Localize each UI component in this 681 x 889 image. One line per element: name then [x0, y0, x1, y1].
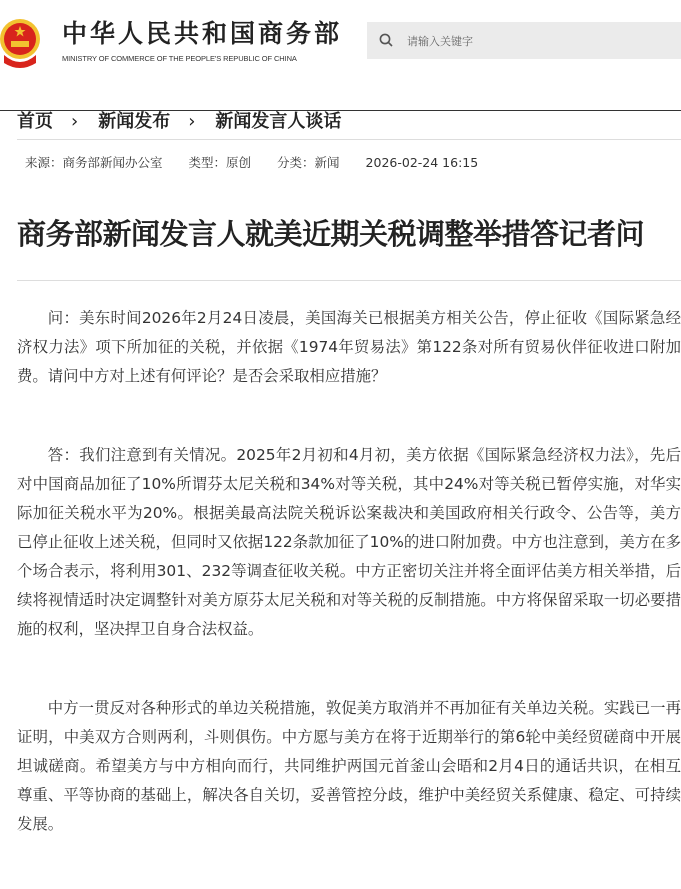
chevron-right-icon: ›: [71, 111, 79, 132]
site-name-en: MINISTRY OF COMMERCE OF THE PEOPLE'S REPUBLIC OF CHINA: [62, 54, 297, 63]
breadcrumb-news-release[interactable]: 新闻发布: [98, 111, 171, 132]
article-title: 商务部新闻发言人就美近期关税调整举措答记者问: [17, 217, 645, 251]
article-body: [17, 304, 681, 889]
chevron-right-icon: ›: [188, 111, 196, 132]
national-emblem-logo[interactable]: [0, 17, 44, 69]
article-paragraph: 中方一贯反对各种形式的单边关税措施，敦促美方取消并不再加征有关单边关税。实践已一再证明，中美双方合则两利，斗则俱伤。中方愿与美方在将于近期举行的第6轮中美经贸磋商中开展坦诚磋商。希望美方与中方相向而行，共同维护两国元首釜山会晤和2月4日的通话共识，在相互尊重、平等协商的基础上，解决各自关切，妥善管控分歧，维护中美经贸关系健康、稳定、可持续发展。: [17, 699, 681, 833]
article-paragraph: 答：我们注意到有关情况。2025年2月初和4月初，美方依据《国际紧急经济权力法》，先后对中国商品加征了10%所谓芬太尼关税和34%对等关税，其中24%对等关税已暂停实施，对华实际加征关税水平为20%。根据美最高法院关税诉讼案裁决和美国政府相关行政令、公告等，美方已停止征收上述关税，但同时又依据122条款加征了10%的进口附加费。中方也注意到，美方在多个场合表示，将利用301、232等调查征收关税。中方正密切关注并将全面评估美方相关举措，后续将视情适时决定调整针对美方原芬太尼关税和对等关税的反制措施。中方将保留采取一切必要措施的权利，坚决捍卫自身合法权益。: [17, 446, 681, 638]
breadcrumb: [17, 106, 341, 138]
breadcrumb-spokesperson[interactable]: 新闻发言人谈话: [215, 111, 342, 132]
divider: [17, 139, 681, 140]
meta-category: 分类：新闻: [277, 155, 340, 170]
divider: [17, 280, 681, 281]
breadcrumb-home[interactable]: 首页: [17, 111, 53, 132]
article-paragraph: 问：美东时间2026年2月24日凌晨，美国海关已根据美方相关公告，停止征收《国际紧急经济权力法》项下所加征的关税，并依据《1974年贸易法》第122条对所有贸易伙伴征收进口附加费。请问中方对上述有何评论？是否会采取相应措施？: [17, 309, 681, 385]
site-header: [0, 0, 681, 111]
search-box[interactable]: [367, 22, 681, 59]
meta-datetime: 2026-02-24 16:15: [365, 155, 479, 170]
meta-source: 来源：商务部新闻办公室: [25, 155, 163, 170]
site-name-cn: 中华人民共和国商务部: [62, 19, 343, 48]
meta-type: 类型：原创: [188, 155, 252, 170]
search-input[interactable]: [405, 30, 669, 52]
article-meta: [25, 154, 504, 172]
search-icon[interactable]: [379, 33, 393, 47]
